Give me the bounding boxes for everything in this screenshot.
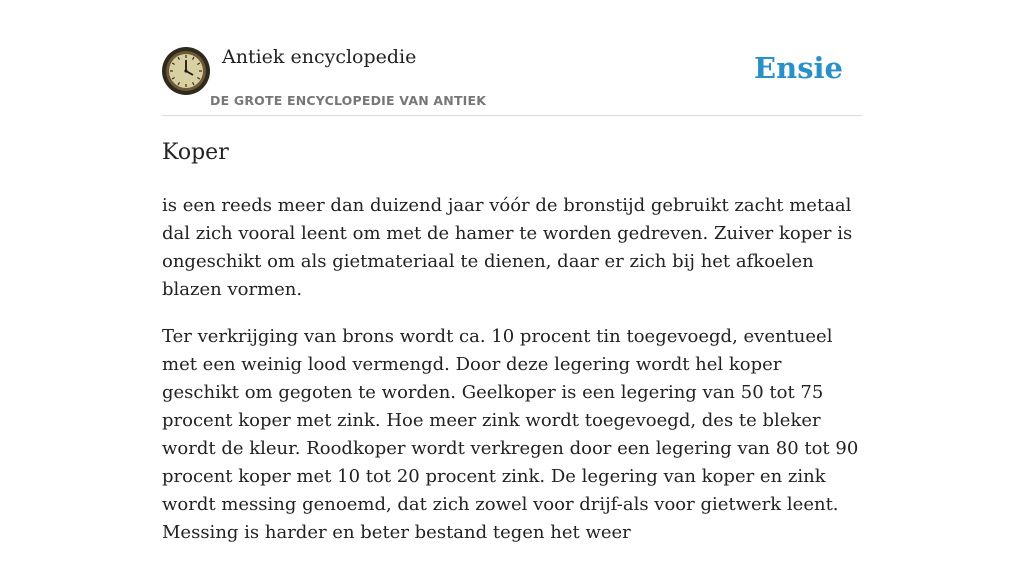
entry-body [162,192,862,566]
site-header [162,0,862,116]
page [162,0,862,543]
page-title: Koper [162,140,229,165]
entry-paragraph: Ter verkrijging van brons wordt ca. 10 procent tin toegevoegd, eventueel met een weinig lood vermengd. Door deze legering wordt hel koper geschikt om gegoten te worden. Geelkoper is een legering van 50 tot 75 procent koper met zink. Hoe meer zink wordt toegevoegd, des te bleker wordt de kleur. Roodkoper wordt verkregen door een legering van 80 tot 90 procent koper met 10 tot 20 procent zink. De legering van koper en zink wordt messing genoemd, dat zich zowel voor drijf-als voor gietwerk leent. Messing is harder en beter bestand tegen het weer [162,326,859,543]
site-title[interactable]: Antiek encyclopedie [222,46,417,68]
entry-paragraph: is een reeds meer dan duizend jaar vóór de bronstijd gebruikt zacht metaal dal zich vooral leent om met de hamer te worden gedreven. Zuiver koper is ongeschikt om als gietmateriaal te dienen, daar er zich bij het afkoelen blazen vormen. [162,195,853,300]
clock-icon[interactable] [162,47,210,95]
site-subtitle: DE GROTE ENCYCLOPEDIE VAN ANTIEK [210,93,487,108]
brand-logo[interactable]: Ensie [754,51,843,85]
